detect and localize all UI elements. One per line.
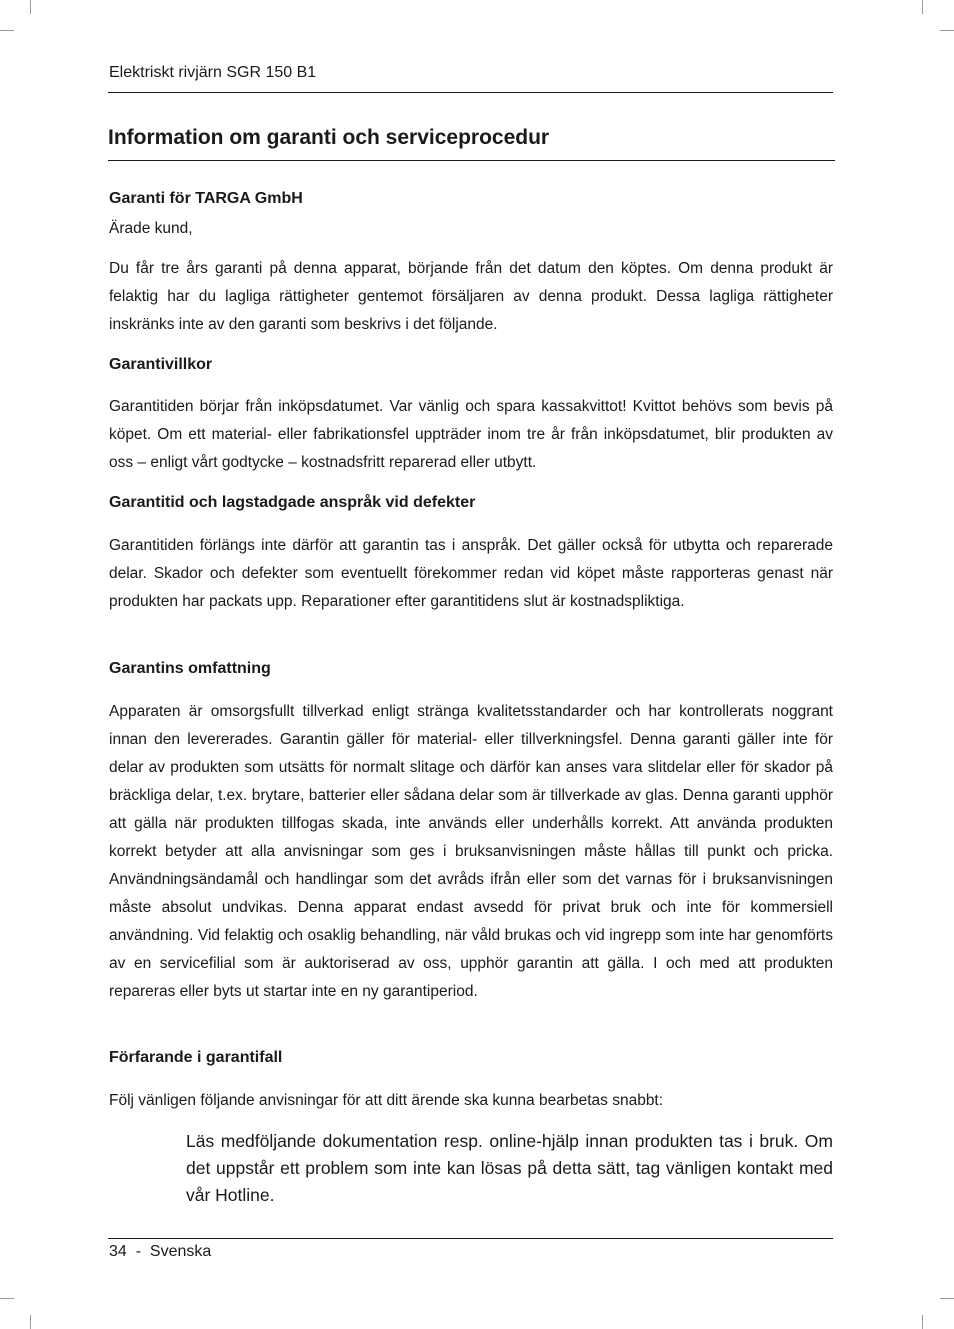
crop-mark	[30, 0, 31, 14]
title-rule	[108, 160, 835, 161]
section-heading: Garantins omfattning	[109, 660, 271, 677]
crop-mark	[922, 0, 923, 14]
indented-instruction: Läs medföljande dokumentation resp. online-hjälp innan produkten tas i bruk. Om det uppstår ett problem som inte kan lösas på detta sätt, tag vänligen kontakt med vår Hotline.	[186, 1131, 833, 1205]
running-header: Elektriskt rivjärn SGR 150 B1	[109, 64, 317, 81]
crop-mark	[0, 1298, 14, 1299]
paragraph: Apparaten är omsorgsfullt tillverkad enligt stränga kvalitetsstandarder och har kontrollerats noggrant innan den levererades. Garantin gäller för material- eller tillverkningsfel. Denna garanti gäller inte för delar av produkten som utsätts för normalt slitage och därför kan anses vara slitdelar eller för skador på bräckliga delar, t.ex. brytare, batterier eller sådana delar som är tillverkade av glas. Denna garanti upphör att gälla när produkten tillfogas skada, inte används eller underhålls korrekt. Att använda produkten korrekt betyder att alla anvisningar som ges i bruksanvisningen måste hållas till punkt och pricka. Användningsändamål och handlingar som det avråds ifrån eller som det varnas för i bruksanvisningen måste absolut undvikas. Denna apparat endast avsedd för privat bruk och inte för kommersiell användning. Vid felaktig och osaklig behandling, när våld brukas och vid ingrepp som inte har genomförts av en servicefilial som är auktoriserad av oss, upphör garantin att gälla. I och med att produkten repareras eller byts ut startar inte en ny garantiperiod.	[109, 703, 833, 1000]
crop-mark	[30, 1315, 31, 1329]
salutation: Ärade kund,	[109, 220, 193, 237]
paragraph: Du får tre års garanti på denna apparat, börjande från det datum den köptes. Om denna produkt är felaktig har du lagliga rättigheter gentemot försäljaren av denna produkt. Dessa lagliga rättigheter inskränks inte av den garanti som beskrivs i det följande.	[109, 260, 833, 333]
page-footer: 34 - Svenska	[109, 1243, 212, 1260]
section-heading: Förfarande i garantifall	[109, 1049, 283, 1066]
header-rule	[108, 92, 833, 93]
paragraph: Garantitiden förlängs inte därför att garantin tas i anspråk. Det gäller också för utbytta och reparerade delar. Skador och defekter som eventuellt förekommer redan vid köpet måste rapporteras genast när produkten har packats upp. Reparationer efter garantitidens slut är kostnadspliktiga.	[109, 537, 833, 610]
section-heading: Garantitid och lagstadgade anspråk vid defekter	[109, 494, 476, 511]
page-title: Information om garanti och serviceprocedur	[108, 126, 550, 149]
paragraph: Följ vänligen följande anvisningar för att ditt ärende ska kunna bearbetas snabbt:	[109, 1092, 664, 1109]
paragraph: Garantitiden börjar från inköpsdatumet. Var vänlig och spara kassakvittot! Kvittot behövs som bevis på köpet. Om ett material- eller fabrikationsfel uppträder inom tre år från inköpsdatumet, blir produkten av oss – enligt vårt godtycke – kostnadsfritt reparerad eller utbytt.	[109, 398, 833, 471]
crop-mark	[940, 30, 954, 31]
footer-rule	[108, 1238, 833, 1239]
section-heading: Garanti för TARGA GmbH	[109, 190, 303, 207]
crop-mark	[922, 1315, 923, 1329]
crop-mark	[940, 1298, 954, 1299]
crop-mark	[0, 30, 14, 31]
section-heading: Garantivillkor	[109, 356, 213, 373]
